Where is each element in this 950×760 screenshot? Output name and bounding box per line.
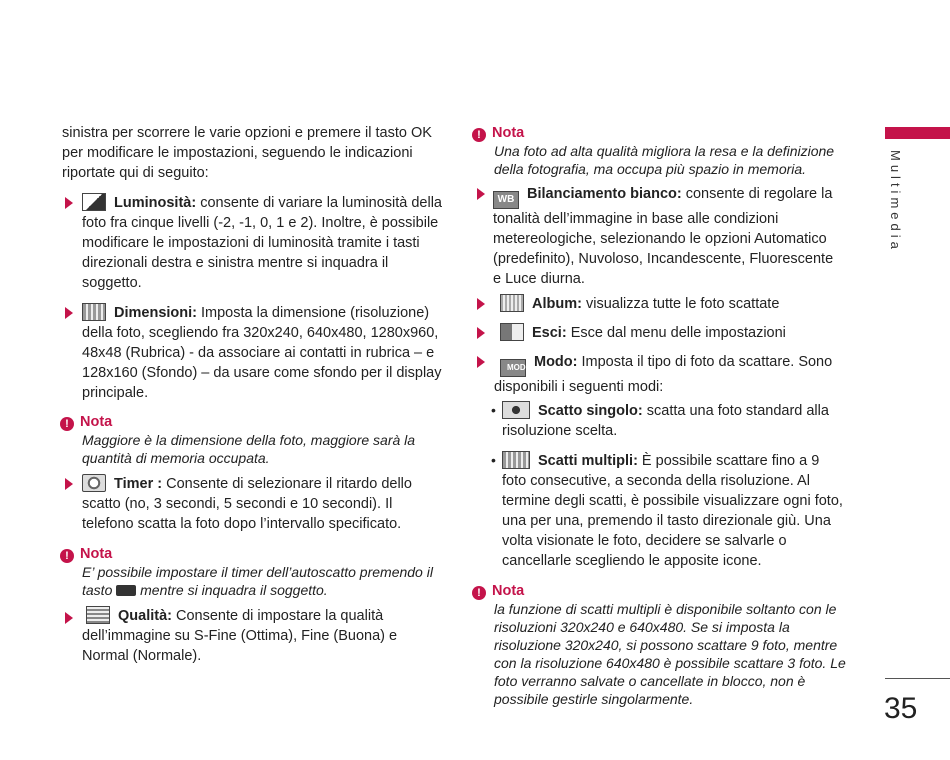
nota-4 (472, 583, 852, 708)
album-label: Album: (532, 296, 582, 312)
mode-icon: MODE (500, 359, 526, 377)
warning-icon: ! (60, 549, 74, 563)
modo-item (494, 352, 844, 397)
timer-icon (82, 474, 106, 492)
bullet-dot: • (491, 452, 496, 468)
bullet-arrow-icon (65, 307, 73, 319)
esci-item (500, 323, 845, 343)
nota-1-title: Nota (80, 414, 113, 430)
exit-icon (500, 323, 524, 341)
bilanciamento-text: consente di regolare la tonalità dell’immagine in base alle condizioni metereologiche, selezionando le opzioni Automatico (predefinito), Nuvoloso, Incandescente, Fluorescente e Luce diurna. (493, 186, 834, 287)
multi-shot-icon (502, 451, 530, 469)
nota-2-text-a: E’ possibile impostare il timer dell’autoscatto premendo il tasto (82, 564, 433, 598)
bullet-arrow-icon (477, 188, 485, 200)
dimensioni-item (82, 303, 442, 403)
esci-text: Esce dal menu delle impostazioni (566, 325, 786, 341)
luminosita-item (82, 193, 442, 293)
nota-2-text-b: mentre si inquadra il soggetto. (136, 582, 328, 598)
nota-3 (472, 125, 847, 178)
scatto-singolo-item (502, 401, 842, 441)
nota-1 (60, 414, 435, 467)
nota-3-title: Nota (492, 125, 525, 141)
dimensioni-text: Imposta la dimensione (risoluzione) della foto, scegliendo fra 320x240, 640x480, 1280x960, 48x48 (Rubrica) - da associare ai contatti in rubrica – e 128x160 (Sfondo) – da usare come sfondo per il display principale. (82, 305, 442, 401)
modo-text: Imposta il tipo di foto da scattare. Sono disponibili i seguenti modi: (494, 354, 833, 395)
qualita-label: Qualità: (118, 608, 172, 624)
esci-label: Esci: (532, 325, 567, 341)
intro-paragraph: sinistra per scorrere le varie opzioni e premere il tasto OK per modificare le impostazioni, seguendo le indicazioni riportate qui di seguito: (62, 125, 432, 181)
luminosita-label: Luminosità: (114, 195, 197, 211)
page-number-rule (885, 678, 950, 679)
scatto-singolo-text: scatta una foto standard alla risoluzione scelta. (502, 403, 829, 439)
nota-3-text: Una foto ad alta qualità migliora la resa e la definizione della fotografia, ma occupa più spazio in memoria. (494, 143, 835, 177)
scatto-singolo-label: Scatto singolo: (538, 403, 643, 419)
warning-icon: ! (60, 417, 74, 431)
album-item (500, 294, 845, 314)
bullet-arrow-icon (477, 356, 485, 368)
bullet-arrow-icon (477, 327, 485, 339)
timer-text: Consente di selezionare il ritardo dello scatto (no, 3 secondi, 5 secondi e 10 secondi). Il telefono scatta la foto dopo l’intervallo specificato. (82, 476, 412, 532)
quality-icon (86, 606, 110, 624)
bilanciamento-label: Bilanciamento bianco: (527, 186, 682, 202)
white-balance-icon: WB (493, 191, 519, 209)
warning-icon: ! (472, 128, 486, 142)
bullet-arrow-icon (65, 612, 73, 624)
section-label: Multimedia (888, 150, 903, 253)
scatti-multipli-item (502, 451, 847, 571)
camera-key-icon (116, 585, 136, 596)
bullet-arrow-icon (65, 478, 73, 490)
dimensioni-label: Dimensioni: (114, 305, 197, 321)
timer-item (82, 474, 442, 534)
bullet-arrow-icon (65, 197, 73, 209)
nota-4-text: la funzione di scatti multipli è disponibile soltanto con le risoluzioni 320x240 e 640x480. Se si imposta la risoluzione 320x240, si possono scattare 9 foto, mentre con la risoluzione 640x480 è possibile scattare 3 foto. Le foto verranno salvate o cancellate in blocco, non è possibile gestirle singolarmente. (494, 601, 846, 707)
page-number: 35 (884, 692, 918, 725)
nota-1-text: Maggiore è la dimensione della foto, maggiore sarà la quantità di memoria occupata. (82, 432, 416, 466)
qualita-text: Consente di impostare la qualità dell’immagine su S-Fine (Ottima), Fine (Buona) e Normal (Normale). (82, 608, 398, 664)
bilanciamento-item (493, 184, 838, 289)
modo-label: Modo: (534, 354, 578, 370)
album-icon (500, 294, 524, 312)
qualita-item (82, 606, 442, 666)
luminosita-text: consente di variare la luminosità della foto fra cinque livelli (-2, -1, 0, 1 e 2). Inoltre, è possibile modificare le impostazioni di luminosità tramite i tasti direzionali destra e sinistra mentre si inquadra il soggetto. (82, 195, 442, 291)
scatti-multipli-text: È possibile scattare fino a 9 foto consecutive, a seconda della risoluzione. Al termine degli scatti, è possibile visualizzare ogni foto, una per una, premendo il tasto direzionale giù. Una volta visionate le foto, decidere se salvarle o cancellarle scegliendo le apposite icone. (502, 453, 843, 569)
scatti-multipli-label: Scatti multipli: (538, 453, 638, 469)
warning-icon: ! (472, 586, 486, 600)
nota-2 (60, 546, 440, 599)
bullet-dot: • (491, 402, 496, 418)
resolution-icon (82, 303, 106, 321)
nota-4-title: Nota (492, 583, 525, 599)
brightness-icon (82, 193, 106, 211)
section-tab-bar (885, 127, 950, 139)
album-text: visualizza tutte le foto scattate (581, 296, 780, 312)
timer-label: Timer : (114, 476, 163, 492)
nota-2-title: Nota (80, 546, 113, 562)
single-shot-icon (502, 401, 530, 419)
bullet-arrow-icon (477, 298, 485, 310)
